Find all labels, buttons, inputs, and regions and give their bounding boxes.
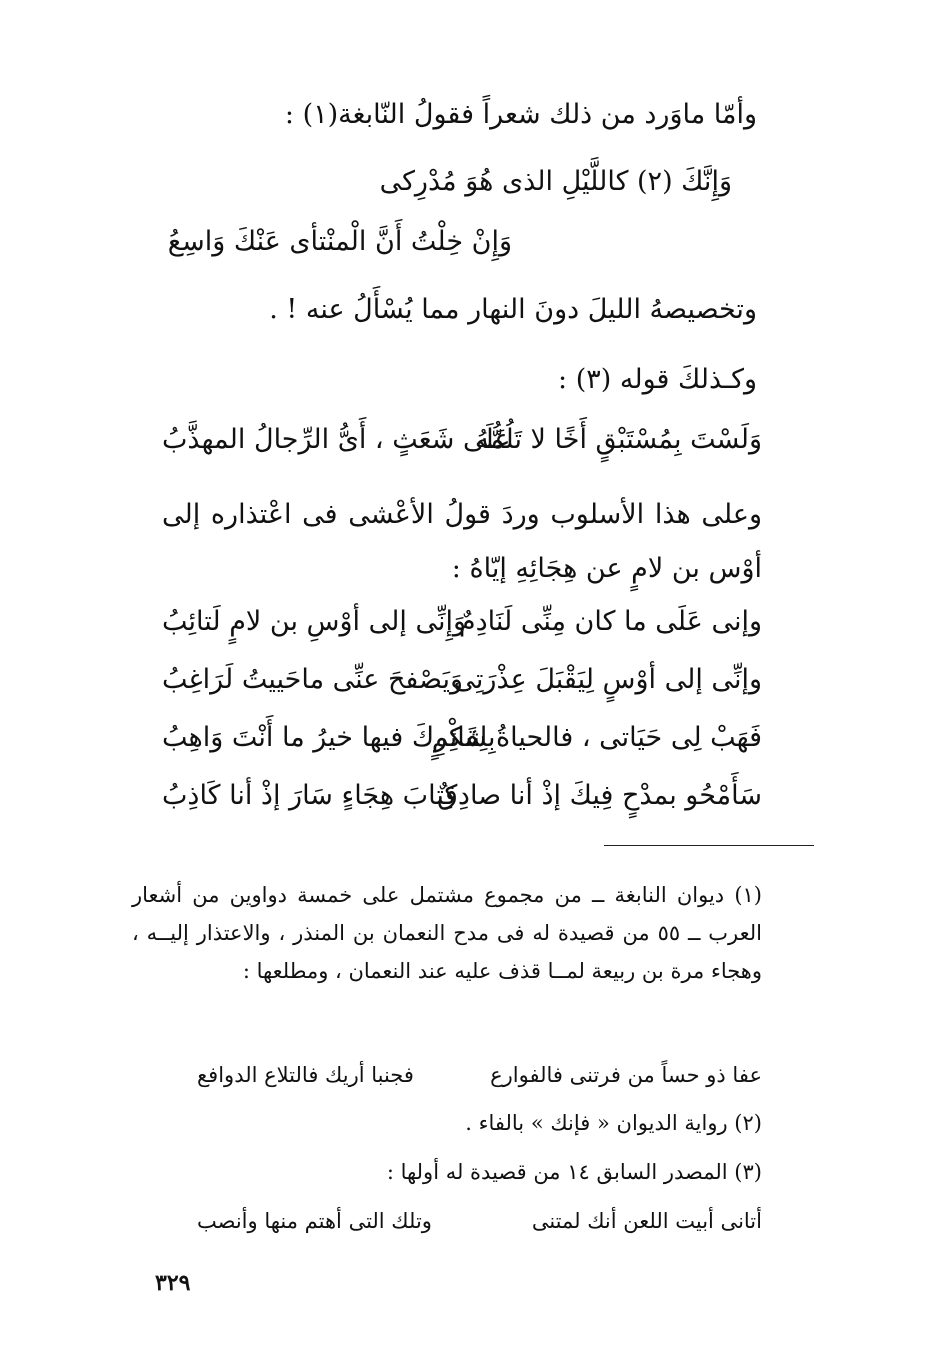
footnote-1-verse-first: عفا ذو حساً من فرتنى فالفوارع — [490, 1063, 762, 1087]
footnote-3-verse-second: وتلك التى أهتم منها وأنصب — [197, 1209, 432, 1233]
couplet — [162, 774, 762, 818]
footnote-1-verse-second: فجنبا أريك فالتلاع الدوافع — [197, 1063, 414, 1087]
couplet-first-hemistich: وإنِّى إلى أوْسٍ لِيَقْبَلَ عِذْرَتِى — [453, 664, 762, 695]
verse-1-first-hemistich: وَإِنَّكَ (٢) كاللَّيْلِ الذى هُوَ مُدْرِكى — [379, 166, 732, 197]
prose-line-2: وتخصيصهُ الليلَ دونَ النهار مما يُسْأَلُ عنه ! . — [269, 294, 757, 325]
footnote-3-verse — [197, 1201, 762, 1241]
intro-line: وأمّا ماوَرد من ذلك شعراً فقولُ النّابغة(١) : — [284, 99, 757, 130]
couplet-second-hemistich: بِشكْرِكَ فيها خيرُ ما أَنْتَ وَاهِبُ — [162, 722, 496, 753]
footnote-1-verse — [197, 1055, 762, 1095]
page-number: ٣٢٩ — [155, 1270, 191, 1296]
couplet-second-hemistich: كِتابَ هِجَاءٍ سَارَ إذْ أنا كَاذِبُ — [162, 780, 458, 811]
footnote-3: (٣) المصدر السابق ١٤ من قصيدة له أولها : — [386, 1160, 762, 1184]
couplet — [162, 716, 762, 760]
couplet-second-hemistich: وَيَصْفحَ عنِّى ماحَييتُ لَرَاغِبُ — [162, 664, 464, 695]
verse-2 — [162, 418, 762, 462]
footnote-2: (٢) رواية الديوان « فإنك » بالفاء . — [465, 1111, 762, 1135]
couplet-first-hemistich: وإنى عَلَى ما كان مِنِّى لَنَادِمٌ — [458, 606, 762, 637]
paragraph: وعلى هذا الأسلوب وردَ قولُ الأعْشى فى اعْتذاره إلى أوْس بن لامٍ عن هِجَائِهِ إيّاهُ : — [162, 499, 762, 584]
prose-line-3: وكـذلكَ قوله (٣) : — [558, 364, 757, 395]
verse-2-second-hemistich: عَلَى شَعَثٍ ، أَىُّ الرِّجالُ المهذَّبُ — [162, 424, 511, 455]
couplet-first-hemistich: سَأَمْحُو بمدْحٍ فِيكَ إذْ أنا صادِقٌ — [436, 780, 762, 811]
footnote-3-verse-first: أتانى أبيت اللعن أنك لمتنى — [531, 1209, 762, 1233]
verse-2-first-hemistich: وَلَسْتَ بِمُسْتَبْقٍ أَخًا لا تَلُمُّهُ — [475, 424, 762, 455]
couplet — [162, 600, 762, 644]
couplet-first-hemistich: فَهَبْ لِى حَيَاتى ، فالحياةُ لِقَائِمٍ — [431, 722, 762, 753]
footnote-divider — [604, 845, 814, 846]
couplet — [162, 658, 762, 702]
couplet-second-hemistich: وَإِنِّى إلى أوْسِ بن لامٍ لَتائِبُ — [162, 606, 467, 637]
verse-1-second-hemistich: وَإِنْ خِلْتُ أَنَّ الْمنْتأى عَنْكَ وَاسِعُ — [167, 226, 512, 257]
footnote-1: (١) ديوان النابغة ــ من مجموع مشتمل على خمسة دواوين من أشعار العرب ــ ٥٥ من قصيدة له فى مدح النعمان بن المنذر ، والاعتذار إليــه ، وهجاء مرة بن ربيعة لمــا قذف عليه عند النعمان ، ومطلعها : — [132, 883, 762, 983]
